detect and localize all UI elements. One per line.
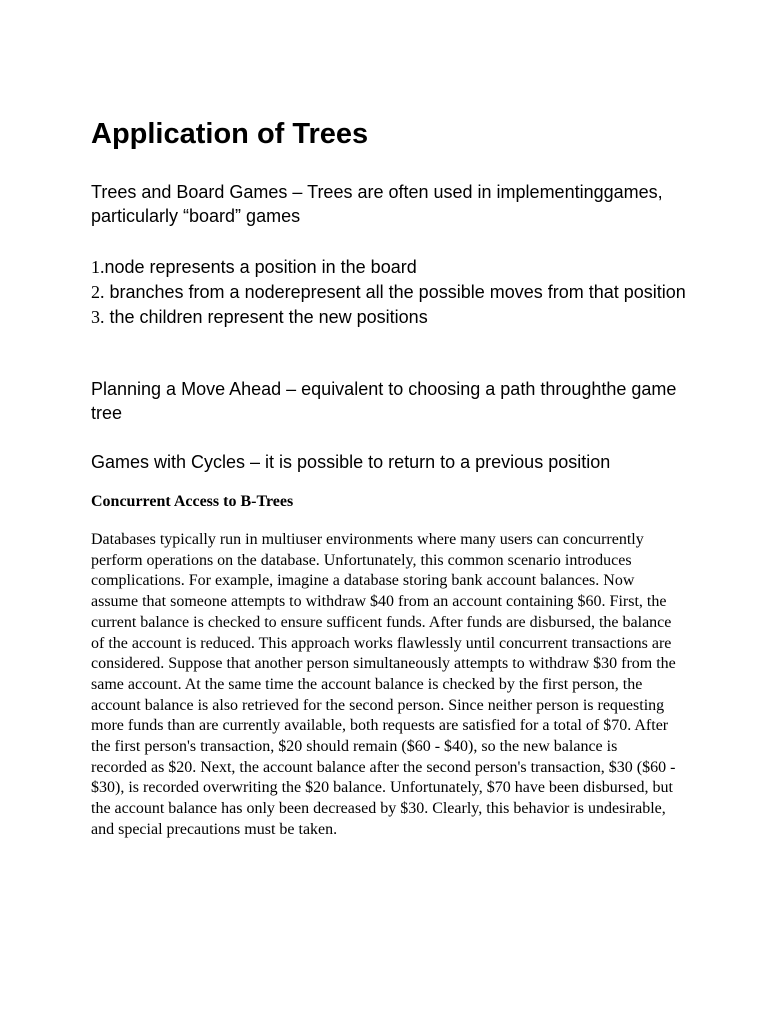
page-title: Application of Trees	[91, 118, 369, 150]
cycles-paragraph: Games with Cycles – it is possible to return to a previous position	[91, 452, 611, 472]
list-item-number: 3.	[91, 307, 105, 327]
list-item-text: the children represent the new positions	[104, 307, 428, 327]
list-item	[91, 255, 691, 279]
intro-paragraph: Trees and Board Games – Trees are often used in implementinggames, particularly “board” games	[91, 182, 663, 226]
body-paragraph: Databases typically run in multiuser environments where many users can concurrently perform operations on the database. Unfortunately, this common scenario introduces complications. For example, imagine a database storing bank account balances. Now assume that someone attempts to withdraw $40 from an account containing $60. First, the current balance is checked to ensure sufficent funds. After funds are disbursed, the balance of the account is reduced. This approach works flawlessly until concurrent transactions are considered. Suppose that another person simultaneously attempts to withdraw $30 from the same account. At the same time the account balance is checked by the first person, the account balance is also retrieved for the second person. Since neither person is requesting more funds than are currently available, both requests are satisfied for a total of $70. After the first person's transaction, $20 should remain ($60 - $40), so the new balance is recorded as $20. Next, the account balance after the second person's transaction, $30 ($60 - $30), is recorded overwriting the $20 balance. Unfortunately, $70 have been disbursed, but the account balance has only been decreased by $30. Clearly, this behavior is undesirable, and special precautions must be taken.	[91, 531, 676, 838]
list-item-text: node represents a position in the board	[104, 257, 417, 277]
planning-paragraph: Planning a Move Ahead – equivalent to choosing a path throughthe game tree	[91, 379, 677, 423]
section-heading: Concurrent Access to B-Trees	[91, 493, 294, 510]
list-item	[91, 305, 691, 329]
list-item	[91, 280, 691, 304]
list-item-number: 2.	[91, 282, 105, 302]
list-item-number: 1.	[91, 257, 105, 277]
list-item-text: branches from a noderepresent all the possible moves from that position	[104, 282, 686, 302]
steps-list	[91, 255, 691, 330]
